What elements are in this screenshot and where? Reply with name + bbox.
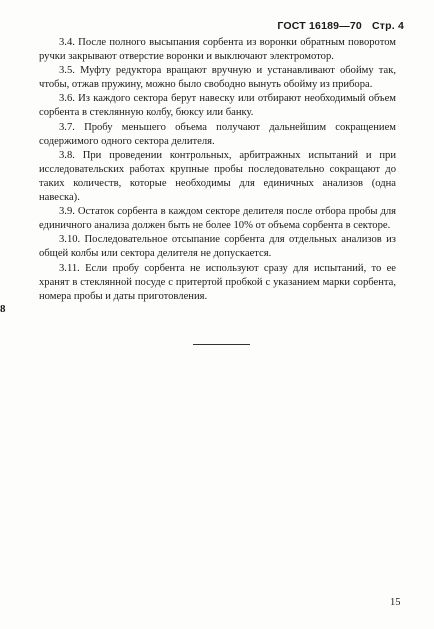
standard-code: ГОСТ 16189—70 bbox=[277, 20, 362, 32]
paragraph-3-7: 3.7. Пробу меньшего объема получают дальнейшим сокращением содержимого одного сектора делителя. bbox=[39, 121, 396, 147]
margin-mark: 8 bbox=[0, 303, 6, 315]
page-number: 15 bbox=[390, 597, 401, 608]
page-header bbox=[277, 20, 404, 32]
paragraph-3-9: 3.9. Остаток сорбента в каждом секторе делителя после отбора пробы для единичного анализа должен быть не более 10% от объема сорбента в секторе. bbox=[39, 206, 396, 232]
page-label: Стр. 4 bbox=[371, 20, 404, 32]
paragraph-3-10: 3.10. Последовательное отсыпание сорбента для отдельных анализов из общей колбы или сектора делителя не допускается. bbox=[39, 234, 396, 260]
paragraph-3-11: 3.11. Если пробу сорбента не используют сразу для испытаний, то ее хранят в стеклянной посуде с притертой пробкой с указанием марки сорбента, номера пробы и даты приготовления. bbox=[39, 262, 396, 302]
paragraph-3-5: 3.5. Муфту редуктора вращают вручную и устанавливают обойму так, чтобы, отжав пружину, можно было свободно вынуть обойму из прибора. bbox=[39, 65, 396, 91]
paragraph-3-8: 3.8. При проведении контрольных, арбитражных испытаний и при исследовательских работах крупные пробы последовательно сокращают до таких количеств, которые необходимы для единичных анализов (одна навеска). bbox=[39, 149, 396, 204]
section-divider bbox=[193, 344, 250, 345]
paragraph-3-6: 3.6. Из каждого сектора берут навеску или отбирают необходимый объем сорбента в стеклянную колбу, бюксу или банку. bbox=[39, 93, 396, 119]
document-body bbox=[39, 36, 396, 304]
paragraph-3-4: 3.4. После полного высыпания сорбента из воронки обратным поворотом ручки закрывают отверстие воронки и выключают электромотор. bbox=[39, 37, 396, 63]
